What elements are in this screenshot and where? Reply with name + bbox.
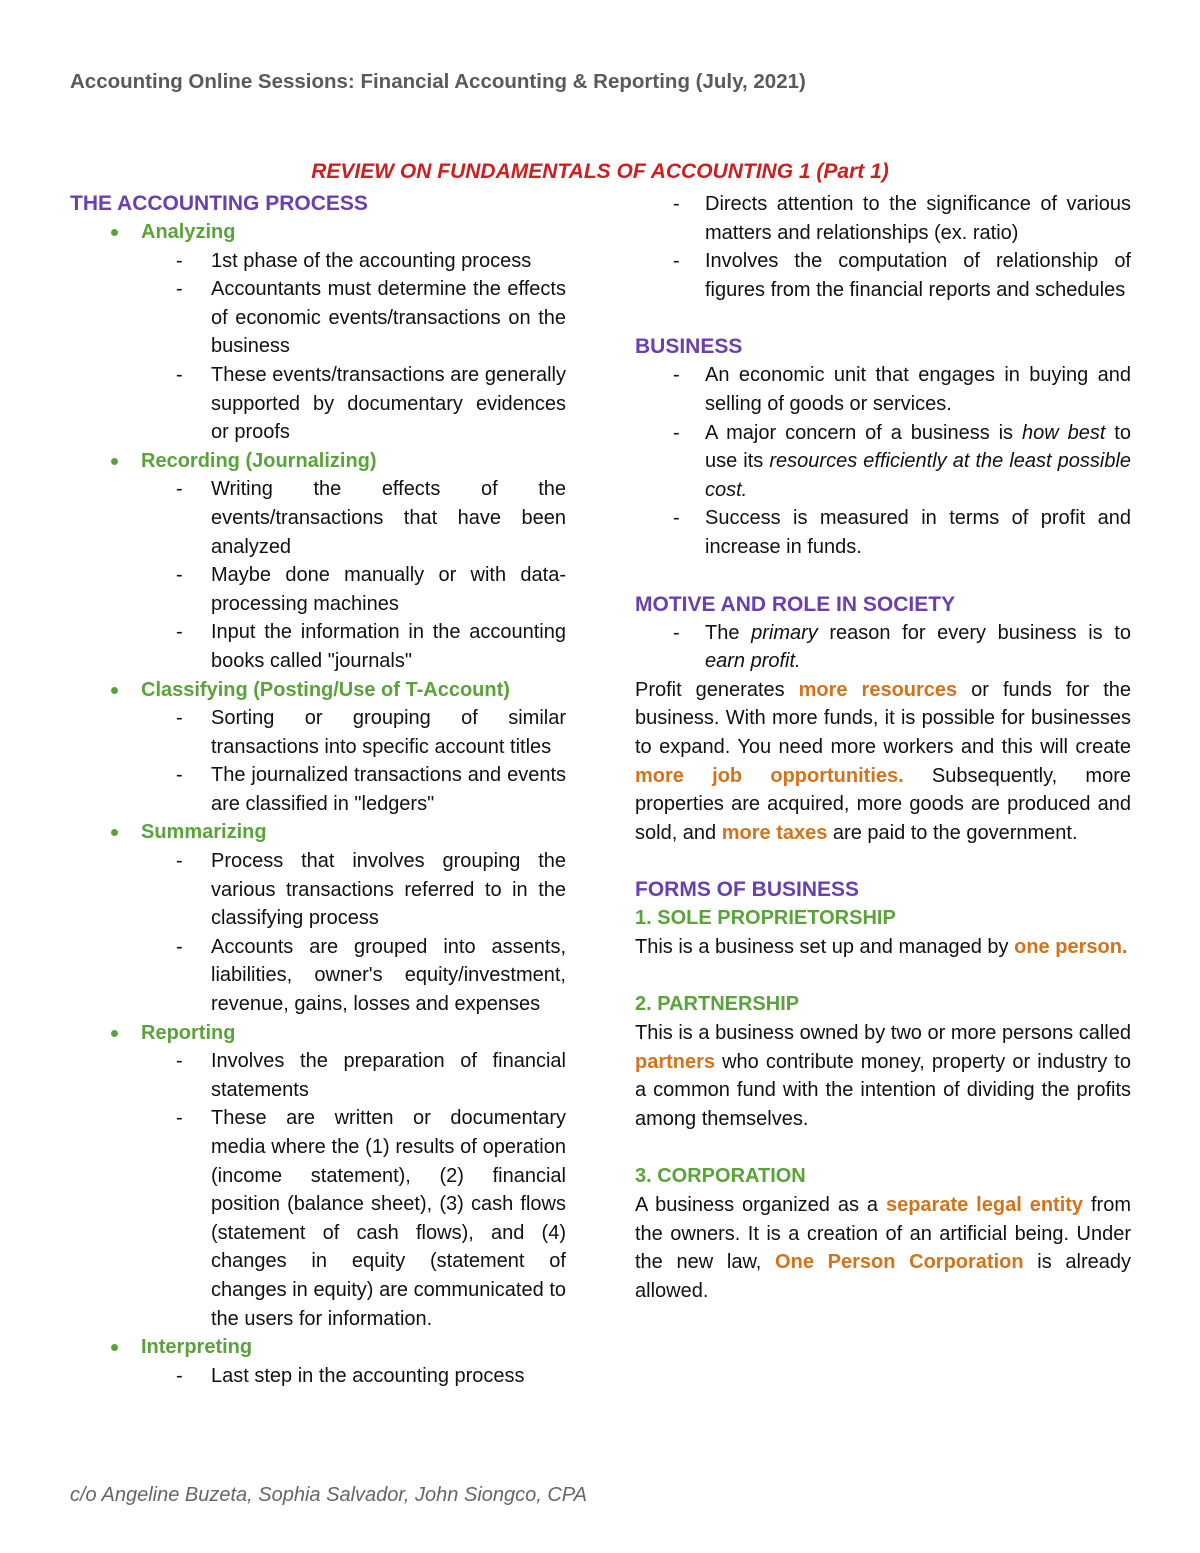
subsection-corporation: 3. CORPORATION	[635, 1165, 806, 1188]
partnership-text: This is a business owned by two or more persons called partners who contribute money, property or industry to a common fund with the intention of dividing the profits among themselves.	[635, 1022, 1131, 1130]
list-item	[70, 1104, 566, 1333]
list-item	[70, 475, 566, 561]
list-item-text: Last step in the accounting process	[211, 1364, 525, 1387]
list-item	[70, 1362, 566, 1391]
dash-bullet: -	[176, 850, 183, 873]
list-item	[70, 561, 566, 618]
phase-item-list	[70, 847, 566, 1019]
dash-bullet: -	[176, 363, 183, 386]
motive-list	[635, 619, 1131, 676]
dash-bullet: -	[176, 1107, 183, 1130]
list-item	[635, 247, 1131, 304]
dash-bullet: -	[673, 507, 680, 530]
phase-heading: Recording (Journalizing)	[70, 447, 566, 476]
dash-bullet: -	[176, 478, 183, 501]
list-item-text: Accountants must determine the effects of economic events/transactions on the business	[211, 278, 566, 358]
dash-bullet: -	[176, 1364, 183, 1387]
phase-heading: Summarizing	[70, 818, 566, 847]
list-item-text: Maybe done manually or with data-processing machines	[211, 564, 566, 615]
list-item: - Success is measured in terms of profit and increase in funds.	[635, 504, 1131, 561]
list-item-text: Writing the effects of the events/transactions that have been analyzed	[211, 478, 566, 558]
business-list	[635, 361, 1131, 561]
right-column	[635, 190, 1131, 1305]
list-item	[70, 275, 566, 361]
phase-heading: Reporting	[70, 1019, 566, 1048]
dash-bullet: -	[673, 250, 680, 273]
list-item	[70, 847, 566, 933]
dash-bullet: -	[176, 764, 183, 787]
dash-bullet: -	[176, 249, 183, 272]
list-item	[70, 704, 566, 761]
phase-item-list	[70, 1362, 566, 1391]
left-column	[70, 190, 566, 1390]
list-item: - An economic unit that engages in buying and selling of goods or services.	[635, 361, 1131, 418]
list-item	[70, 618, 566, 675]
dash-bullet: -	[673, 421, 680, 444]
sole-proprietorship-text: This is a business set up and managed by one person.	[635, 935, 1128, 958]
list-item	[70, 761, 566, 818]
phase-item-list	[70, 1047, 566, 1333]
list-item-text: Involves the preparation of financial statements	[211, 1050, 566, 1101]
list-item-text: Input the information in the accounting books called "journals"	[211, 621, 566, 672]
document-title: REVIEW ON FUNDAMENTALS OF ACCOUNTING 1 (Part 1)	[311, 160, 889, 183]
dash-bullet: -	[176, 935, 183, 958]
list-item: - The primary reason for every business is to earn profit.	[635, 619, 1131, 676]
phase-item-list	[70, 704, 566, 818]
section-title-motive: MOTIVE AND ROLE IN SOCIETY	[635, 592, 956, 616]
list-item-text: These events/transactions are generally supported by documentary evidences or proofs	[211, 363, 566, 444]
list-item	[70, 933, 566, 1019]
list-item-text: Accounts are grouped into assents, liabilities, owner's equity/investment, revenue, gains, losses and expenses	[211, 935, 566, 1016]
list-item	[70, 361, 566, 447]
page-footer: c/o Angeline Buzeta, Sophia Salvador, John Siongco, CPA	[70, 1484, 588, 1506]
motive-paragraph: Profit generates more resources or funds for the business. With more funds, it is possible for businesses to expand. You need more workers and this will create more job opportunities. Subsequently, more properties are acquired, more goods are produced and sold, and more taxes are paid to the government.	[635, 678, 1132, 844]
page-header: Accounting Online Sessions: Financial Accounting & Reporting (July, 2021)	[70, 70, 806, 93]
section-title-forms: FORMS OF BUSINESS	[635, 878, 860, 902]
dash-bullet: -	[673, 621, 680, 644]
dash-bullet: -	[176, 707, 183, 730]
list-item	[70, 247, 566, 276]
dash-bullet: -	[176, 1050, 183, 1073]
section-title-business: BUSINESS	[635, 335, 743, 359]
section-title-accounting-process: THE ACCOUNTING PROCESS	[70, 192, 368, 215]
list-item-text: Process that involves grouping the various transactions referred to in the classifying process	[211, 850, 566, 930]
list-item-text: Sorting or grouping of similar transactions into specific account titles	[211, 707, 566, 758]
subsection-partnership: 2. PARTNERSHIP	[635, 993, 800, 1016]
corporation-text: A business organized as a separate legal entity from the owners. It is a creation of an artificial being. Under the new law, One Person Corporation is already allowed.	[635, 1194, 1132, 1302]
dash-bullet: -	[176, 278, 183, 301]
list-item-text: The journalized transactions and events are classified in "ledgers"	[211, 764, 566, 815]
list-item-text: Directs attention to the significance of various matters and relationships (ex. ratio)	[705, 193, 1131, 244]
phase-heading: Classifying (Posting/Use of T-Account)	[70, 676, 566, 705]
dash-bullet: -	[176, 564, 183, 587]
phase-item-list	[70, 475, 566, 675]
list-item	[70, 1047, 566, 1104]
phase-list	[70, 218, 566, 1390]
phase-heading: Interpreting	[70, 1333, 566, 1362]
dash-bullet: -	[673, 193, 680, 215]
list-item	[635, 190, 1131, 247]
phase-item-list	[70, 247, 566, 447]
dash-bullet: -	[176, 621, 183, 644]
interpreting-continued-list	[635, 190, 1131, 304]
list-item: - A major concern of a business is how best to use its resources efficiently at the least possible cost.	[635, 419, 1131, 505]
subsection-sole-proprietorship: 1. SOLE PROPRIETORSHIP	[635, 907, 896, 930]
list-item-text: Involves the computation of relationship of figures from the financial reports and schedules	[705, 250, 1131, 301]
list-item-text: 1st phase of the accounting process	[211, 249, 532, 272]
phase-heading: Analyzing	[70, 218, 566, 247]
dash-bullet: -	[673, 364, 680, 387]
list-item-text: These are written or documentary media where the (1) results of operation (income statement), (2) financial position (balance sheet), (3) cash flows (statement of cash flows), and (4) changes in equity (statement of changes in equity) are communicated to the users for information.	[211, 1107, 566, 1330]
